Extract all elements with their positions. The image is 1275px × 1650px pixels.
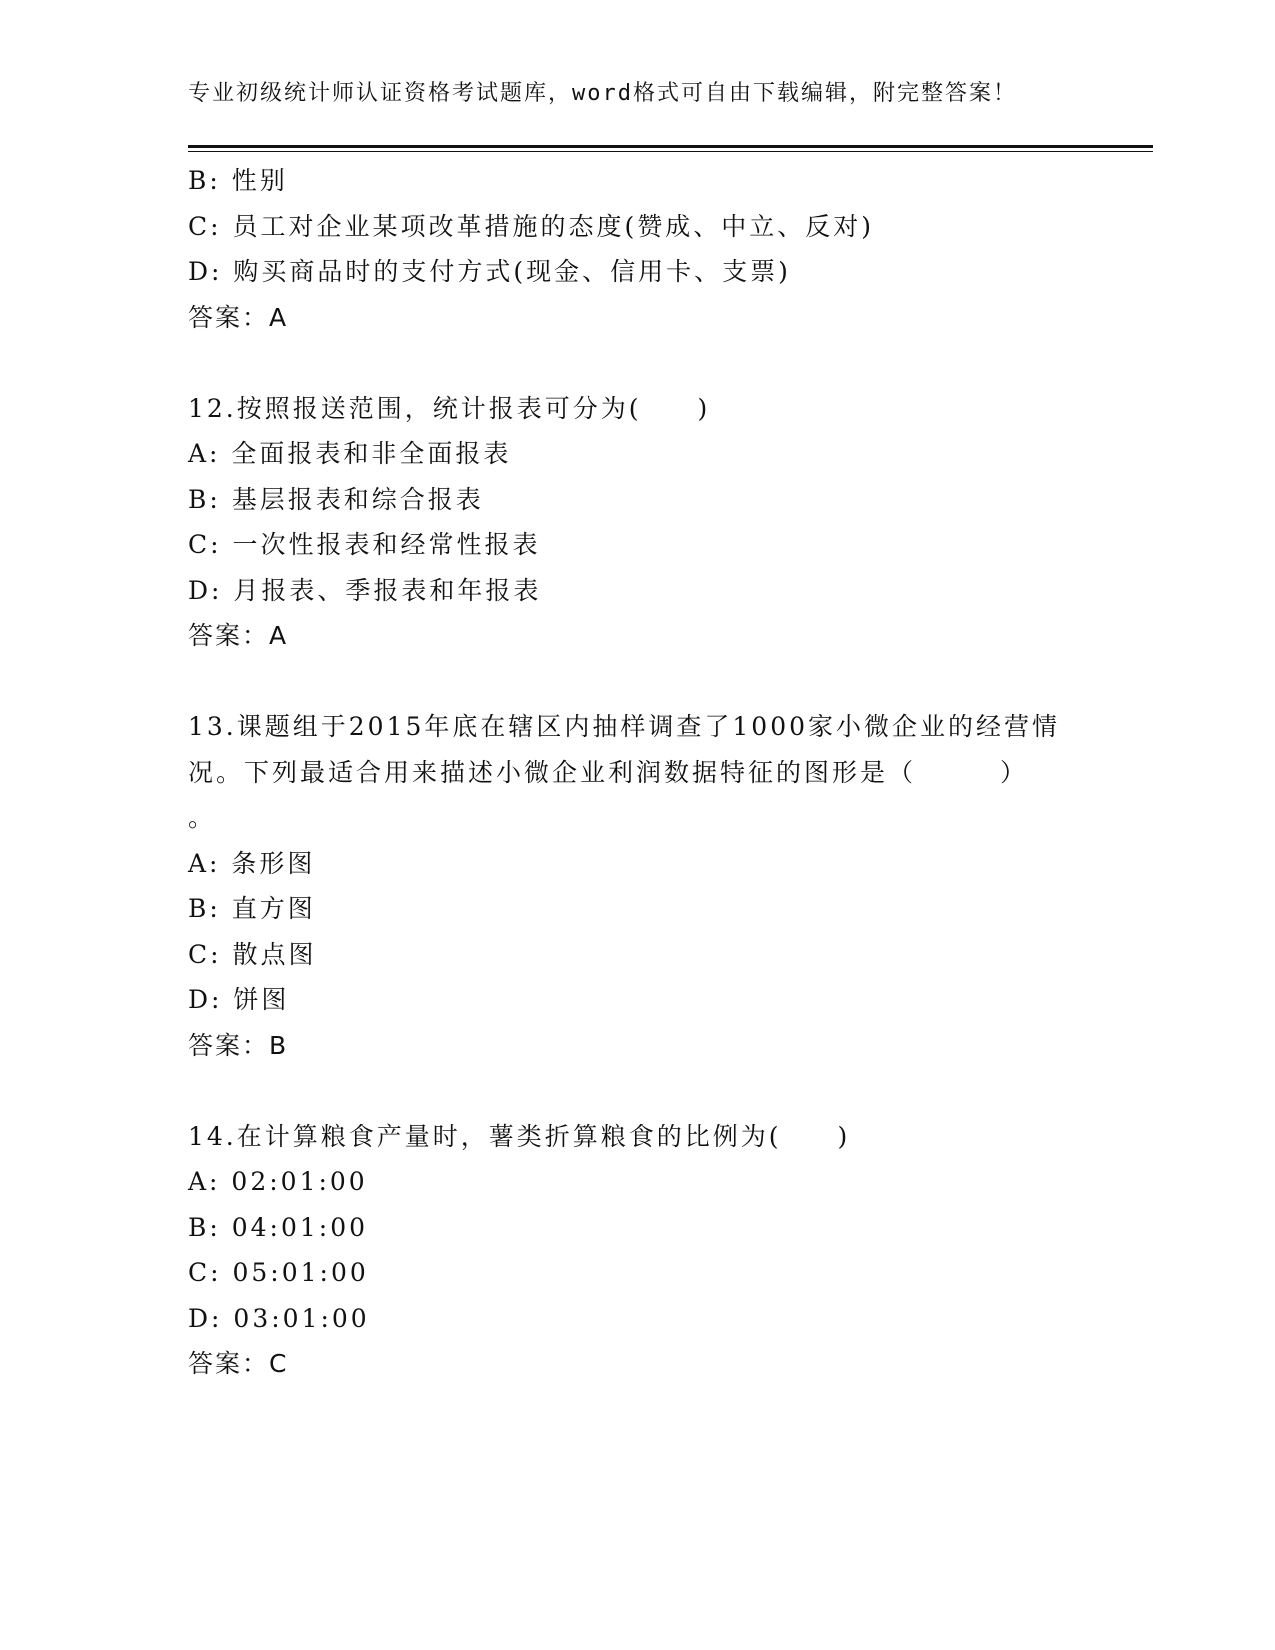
page-header: 专业初级统计师认证资格考试题库，word格式可自由下载编辑，附完整答案！ [188,81,1017,106]
option-d: D: 购买商品时的支付方式(现金、信用卡、支票) [188,257,791,286]
question-stem: 14.在计算粮食产量时，薯类折算粮食的比例为( ) [188,1121,851,1151]
option-a: A: 全面报表和非全面报表 [188,439,512,468]
question-stem-line-1: 13.课题组于2015年底在辖区内抽样调查了1000家小微企业的经营情 [188,712,1061,741]
option-d: D: 03:01:00 [188,1303,370,1333]
option-b: B: 性别 [188,166,288,195]
question-stem: 12.按照报送范围，统计报表可分为( ) [188,393,711,423]
header-rule-thick [188,145,1153,148]
question-14 [188,1114,1088,1387]
option-d: D: 月报表、季报表和年报表 [188,575,542,605]
answer: 答案：A [188,302,289,332]
spacer [188,340,1088,386]
option-b: B: 直方图 [188,894,316,923]
question-12 [188,386,1088,659]
question-13 [188,704,1088,1068]
option-c: C: 员工对企业某项改革措施的态度(赞成、中立、反对) [188,211,875,241]
option-c: C: 05:01:00 [188,1258,369,1287]
spacer [188,1068,1088,1114]
option-b: B: 基层报表和综合报表 [188,484,484,514]
option-a: A: 条形图 [188,848,316,878]
option-d: D: 饼图 [188,985,290,1014]
answer: 答案：A [188,621,289,650]
option-c: C: 散点图 [188,939,317,969]
option-b: B: 04:01:00 [188,1212,369,1242]
option-a: A: 02:01:00 [188,1167,368,1196]
header-rule-thin [188,151,1153,152]
question-stem-line-2: 况。下列最适合用来描述小微企业利润数据特征的图形是（ ） [188,757,1029,787]
option-c: C: 一次性报表和经常性报表 [188,530,541,559]
answer: 答案：B [188,1030,289,1060]
document-body [188,158,1088,1387]
spacer [188,659,1088,705]
question-stem-line-3: 。 [188,803,217,832]
answer: 答案：C [188,1349,289,1378]
question-11-continuation [188,158,1088,340]
